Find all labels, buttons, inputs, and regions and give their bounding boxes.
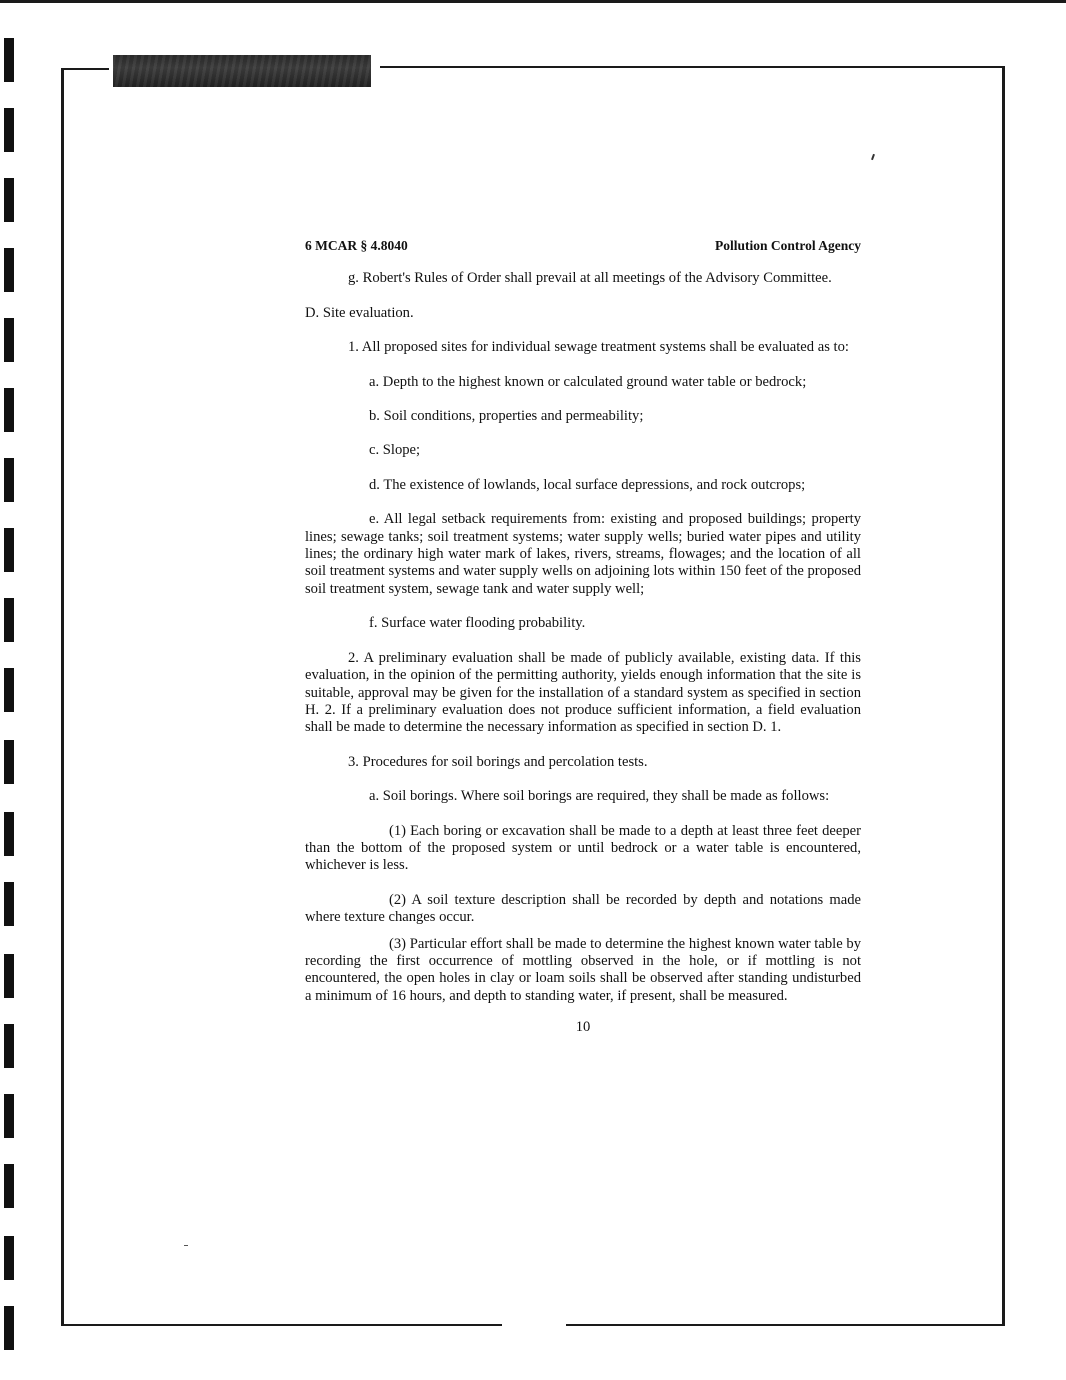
section-heading: D. Site evaluation. bbox=[305, 304, 414, 321]
frame-bottom-border bbox=[566, 1324, 1005, 1326]
paragraph: 3. Procedures for soil borings and percolation tests. bbox=[348, 753, 648, 770]
paragraph: 2. A preliminary evaluation shall be made of publicly available, existing data. If this evaluation, in the opinion of the permitting authority, yields enough information that the site is suitable, approval may be given for the installation of a standard system as specified in section H. 2. If a preliminary evaluation does not produce sufficient information, a field evaluation shall be made to determine the necessary information as specified in section D. 1. bbox=[305, 649, 861, 736]
binder-mark bbox=[4, 1164, 14, 1208]
binder-mark bbox=[4, 388, 14, 432]
paragraph: b. Soil conditions, properties and permeability; bbox=[369, 408, 644, 425]
binder-mark bbox=[4, 1024, 14, 1068]
paragraph: g. Robert's Rules of Order shall prevail at all meetings of the Advisory Committee. bbox=[348, 270, 832, 287]
paragraph: d. The existence of lowlands, local surface depressions, and rock outcrops; bbox=[369, 476, 806, 493]
binder-mark bbox=[4, 248, 14, 292]
agency-name: Pollution Control Agency bbox=[714, 238, 861, 253]
frame-top-border bbox=[380, 66, 1005, 68]
binder-mark bbox=[4, 1094, 14, 1138]
frame-left-border bbox=[61, 68, 64, 1326]
paragraph: (1) Each boring or excavation shall be made to a depth at least three feet deeper than the bottom of the proposed system or until bedrock or a water table is encountered, whichever is less. bbox=[305, 822, 861, 874]
document-body bbox=[305, 237, 861, 1037]
frame-right-border bbox=[1002, 66, 1005, 1326]
binder-mark bbox=[4, 1236, 14, 1280]
paragraph: e. All legal setback requirements from: existing and proposed buildings; property lines; sewage tanks; soil treatment systems; water supply wells; buried water pipes and utility lines; the ordinary high water mark of lakes, rivers, streams, flowages; and the location of all soil treatment systems and water supply wells on adjoining lots within 150 feet of the proposed soil treatment system, sewage tank and water supply well; bbox=[305, 511, 861, 597]
stray-mark bbox=[871, 154, 875, 160]
page-number: 10 bbox=[575, 1019, 591, 1036]
binder-mark bbox=[4, 108, 14, 152]
paragraph: (3) Particular effort shall be made to determine the highest known water table by recording the first occurrence of mottling observed in the hole, or if mottling is not encountered, the open holes in clay or loam soils shall be observed after standing undisturbed a minimum of 16 hours, and depth to standing water, if present, shall be measured. bbox=[305, 935, 861, 1004]
paragraph: f. Surface water flooding probability. bbox=[369, 615, 586, 632]
stray-mark bbox=[184, 1245, 188, 1246]
paragraph: c. Slope; bbox=[369, 442, 421, 459]
frame-bottom-border bbox=[61, 1324, 502, 1326]
frame-top-border bbox=[61, 68, 109, 70]
binder-mark bbox=[4, 458, 14, 502]
binder-mark bbox=[4, 668, 14, 712]
binder-mark bbox=[4, 318, 14, 362]
binder-mark bbox=[4, 1306, 14, 1350]
binder-hole-marks bbox=[0, 0, 20, 1380]
binder-mark bbox=[4, 882, 14, 926]
header-banner-image bbox=[113, 55, 371, 87]
binder-mark bbox=[4, 598, 14, 642]
binder-mark bbox=[4, 528, 14, 572]
paragraph: (2) A soil texture description shall be recorded by depth and notations made where texture changes occur. bbox=[305, 891, 861, 926]
binder-mark bbox=[4, 38, 14, 82]
paragraph: a. Depth to the highest known or calculated ground water table or bedrock; bbox=[369, 373, 807, 390]
paragraph: a. Soil borings. Where soil borings are required, they shall be made as follows: bbox=[369, 788, 830, 805]
page-top-edge bbox=[0, 0, 1066, 3]
binder-mark bbox=[4, 740, 14, 784]
paragraph: 1. All proposed sites for individual sewage treatment systems shall be evaluated as to: bbox=[348, 339, 849, 356]
binder-mark bbox=[4, 954, 14, 998]
section-citation: 6 MCAR § 4.8040 bbox=[305, 238, 408, 253]
binder-mark bbox=[4, 812, 14, 856]
binder-mark bbox=[4, 178, 14, 222]
running-header bbox=[305, 237, 861, 254]
